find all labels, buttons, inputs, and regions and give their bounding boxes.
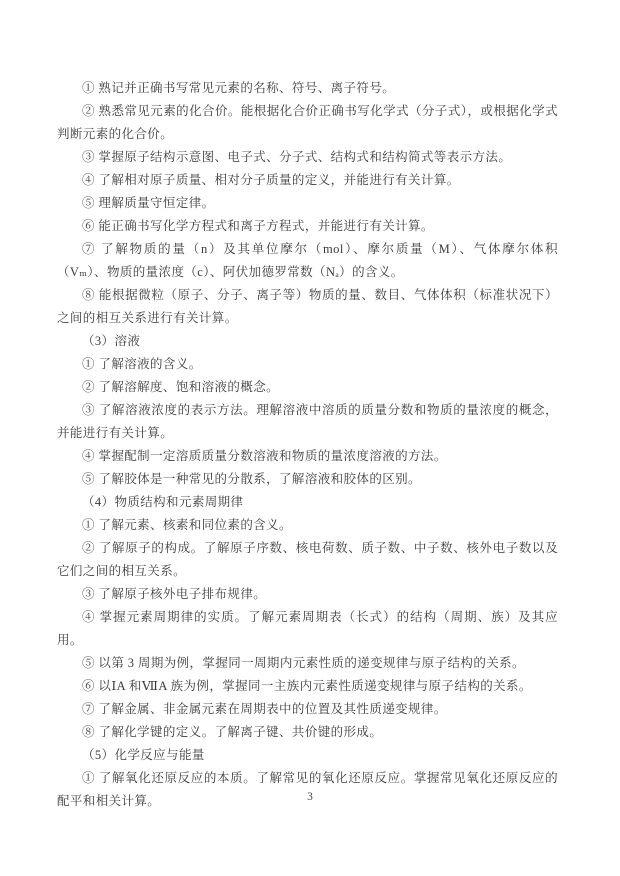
list-item: ③ 掌握原子结构示意图、电子式、分子式、结构式和结构简式等表示方法。	[82, 150, 512, 164]
page-footer	[0, 787, 620, 807]
list-item: ④ 掌握配制一定溶质质量分数溶液和物质的量浓度溶液的方法。	[82, 449, 447, 463]
list-item: ① 了解元素、核素和同位素的含义。	[82, 518, 292, 532]
section-heading-reactions-energy: （5）化学反应与能量	[82, 748, 205, 762]
list-item: ② 熟悉常见元素的化合价。能根据化合价正确书写化学式（分子式），或根据化学式判断元素的化合价。	[57, 104, 558, 141]
document-body	[57, 77, 558, 813]
list-item: ① 了解氧化还原反应的本质。了解常见的氧化还原反应。掌握常见氧化还原反应的配平和相关计算。	[57, 771, 558, 808]
list-item: ⑧ 能根据微粒（原子、分子、离子等）物质的量、数目、气体体积（标准状况下）之间的相互关系进行有关计算。	[57, 288, 558, 325]
list-item: ⑦ 了解物质的量（n）及其单位摩尔（mol）、摩尔质量（M）、气体摩尔体积（Vₘ）、物质的量浓度（c）、阿伏加德罗常数（Nₐ）的含义。	[57, 242, 558, 279]
list-item: ② 了解溶解度、饱和溶液的概念。	[82, 380, 280, 394]
list-item: ② 了解原子的构成。了解原子序数、核电荷数、质子数、中子数、核外电子数以及它们之间的相互关系。	[57, 541, 558, 578]
list-item: ① 熟记并正确书写常见元素的名称、符号、离子符号。	[82, 81, 396, 95]
section-heading-structure-periodic-law: （4）物质结构和元素周期律	[82, 495, 244, 509]
list-item: ⑥ 以ⅠA 和ⅦA 族为例，掌握同一主族内元素性质递变规律与原子结构的关系。	[82, 679, 532, 693]
list-item: ④ 掌握元素周期律的实质。了解元素周期表（长式）的结构（周期、族）及其应用。	[57, 610, 558, 647]
list-item: ④ 了解相对原子质量、相对分子质量的定义，并能进行有关计算。	[82, 173, 460, 187]
list-item: ⑥ 能正确书写化学方程式和离子方程式，并能进行有关计算。	[82, 219, 434, 233]
list-item: ① 了解溶液的含义。	[82, 357, 202, 371]
list-item: ⑤ 理解质量守恒定律。	[82, 196, 215, 210]
list-item: ⑤ 以第 3 周期为例，掌握同一周期内元素性质的递变规律与原子结构的关系。	[82, 656, 525, 670]
list-item: ③ 了解原子核外电子排布规律。	[82, 587, 267, 601]
list-item: ⑤ 了解胶体是一种常见的分散系，了解溶液和胶体的区别。	[82, 472, 421, 486]
section-heading-solutions: （3）溶液	[82, 334, 141, 348]
list-item: ③ 了解溶液浓度的表示方法。理解溶液中溶质的质量分数和物质的量浓度的概念，并能进行有关计算。	[57, 403, 558, 440]
list-item: ⑧ 了解化学键的定义。了解离子键、共价键的形成。	[82, 725, 383, 739]
page-number: 3	[307, 791, 313, 803]
list-item: ⑦ 了解金属、非金属元素在周期表中的位置及其性质递变规律。	[82, 702, 447, 716]
